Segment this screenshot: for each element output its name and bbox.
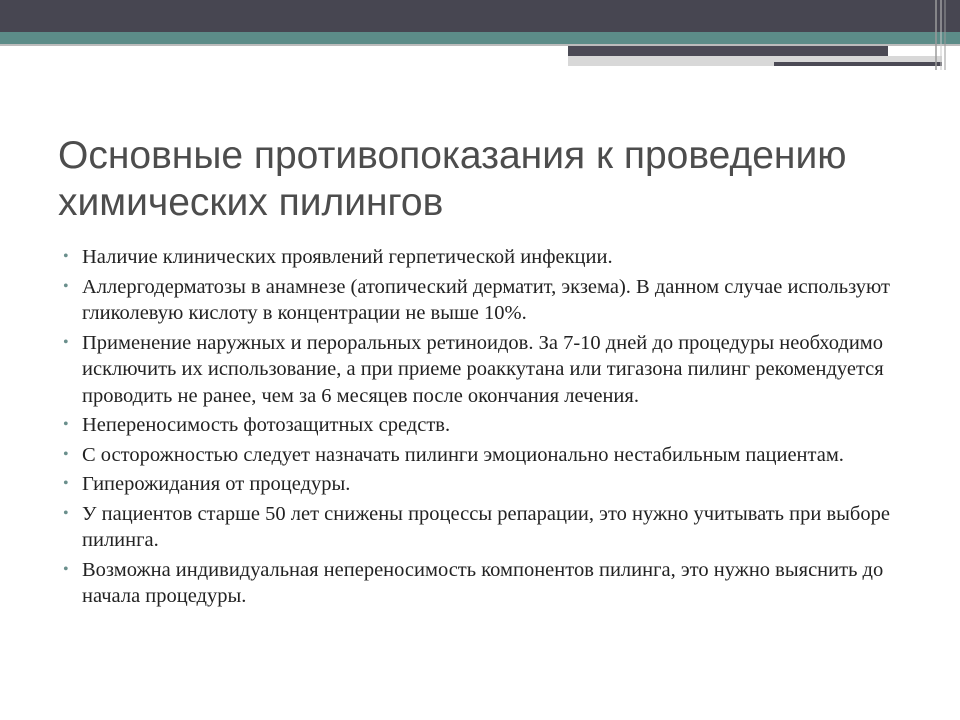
bullet-icon: • <box>63 475 69 492</box>
list-item-text: Наличие клинических проявлений герпетической инфекции. <box>82 246 613 268</box>
list-item-text: С осторожностью следует назначать пилинги эмоционально нестабильным пациентам. <box>82 443 844 466</box>
bullet-icon: • <box>63 560 69 578</box>
bullet-icon: • <box>63 504 69 522</box>
accent-strip <box>568 46 888 56</box>
list-item <box>62 244 922 271</box>
list-item-text: Применение наружных и пероральных ретиноидов. За 7-10 дней до процедуры необходимо исключить их использование, а при приеме роаккутана или тигазона пилинг рекомендуется проводить не ранее, чем за 6 месяцев после окончания лечения. <box>82 331 884 407</box>
list-item <box>62 501 922 554</box>
list-item-text: Аллергодерматозы в анамнезе (атопический дерматит, экзема). В данном случае используют гликолевую кислоту в концентрации не выше 10%. <box>82 275 890 324</box>
bullet-icon: • <box>63 277 69 295</box>
corner-decoration <box>930 0 960 70</box>
list-item <box>62 412 922 439</box>
list-item-text: У пациентов старше 50 лет снижены процессы репарации, это нужно учитывать при выборе пилинга. <box>82 502 890 551</box>
list-item <box>62 557 922 610</box>
list-item-text: Непереносимость фотозащитных средств. <box>82 414 451 436</box>
list-item-text: Возможна индивидуальная непереносимость компонентов пилинга, это нужно выяснить до начала процедуры. <box>82 558 884 607</box>
bullet-list <box>62 244 922 613</box>
list-item <box>62 471 922 498</box>
teal-band <box>0 32 960 44</box>
bullet-icon: • <box>63 248 69 265</box>
list-item <box>62 330 922 410</box>
top-bar <box>0 0 960 32</box>
bullet-icon: • <box>63 445 69 463</box>
slide-title: Основные противопоказания к проведению химических пилингов <box>58 134 847 224</box>
list-item <box>62 442 922 469</box>
bullet-icon: • <box>63 416 69 433</box>
accent-strip-dark <box>774 62 942 66</box>
bullet-icon: • <box>63 333 69 351</box>
list-item <box>62 274 922 327</box>
list-item-text: Гиперожидания от процедуры. <box>82 473 351 495</box>
